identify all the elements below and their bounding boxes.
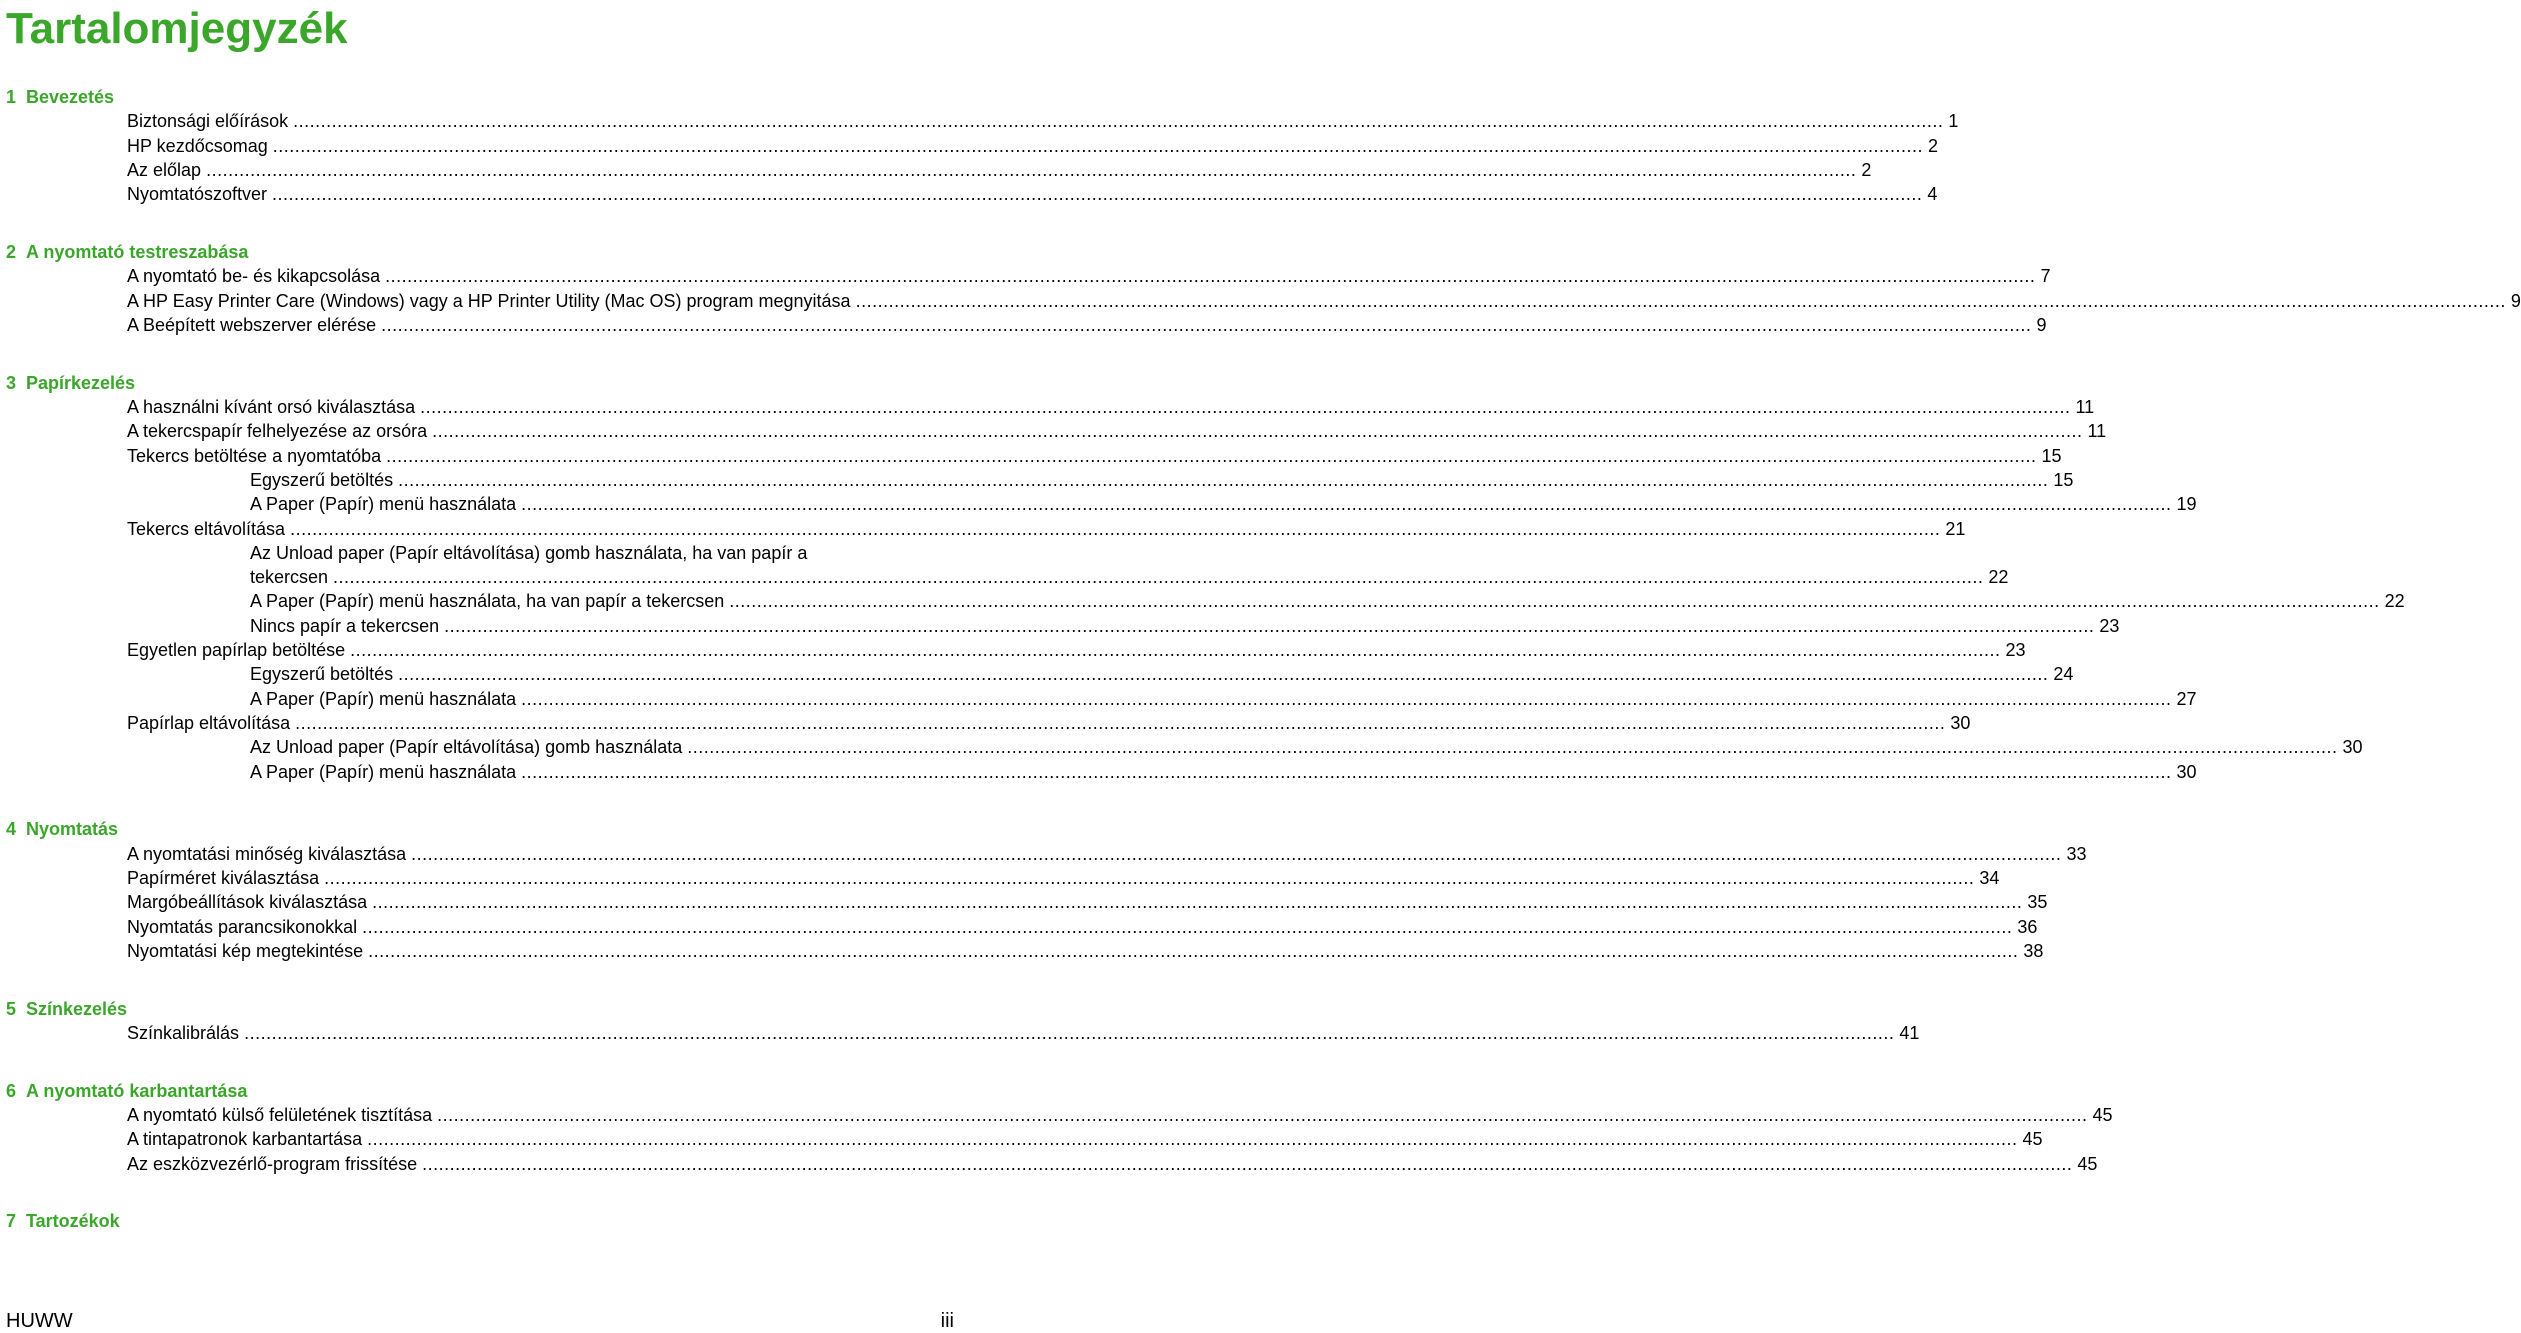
toc-entry-text: A Paper (Papír) menü használata, ha van papír a tekercsen: [250, 591, 725, 612]
dot-leader: ............................................................................................................................................................................................................................................................................................................: [293, 111, 1944, 132]
dot-leader: ............................................................................................................................................................................................................................................................................................................: [855, 290, 2506, 311]
toc-page-number: 33: [2066, 843, 2087, 864]
dot-leader: ............................................................................................................................................................................................................................................................................................................: [381, 314, 2032, 335]
toc-entry[interactable]: [127, 183, 1938, 205]
toc-entry[interactable]: [250, 688, 2197, 710]
toc-entry[interactable]: [127, 396, 2095, 418]
toc-page-number: 30: [2176, 761, 2197, 782]
toc-entry-text: Biztonsági előírások: [127, 111, 289, 132]
toc-entry[interactable]: [127, 867, 2000, 889]
dot-leader: ............................................................................................................................................................................................................................................................................................................: [386, 445, 2037, 466]
dot-leader: ............................................................................................................................................................................................................................................................................................................: [687, 737, 2338, 758]
dot-leader: ............................................................................................................................................................................................................................................................................................................: [372, 892, 2023, 913]
toc-page-number: 34: [1979, 867, 2000, 888]
dot-leader: ............................................................................................................................................................................................................................................................................................................: [521, 761, 2172, 782]
toc-entry[interactable]: [127, 843, 2087, 865]
toc-page-number: 4: [1927, 184, 1938, 205]
toc-entry-text: Tekercs betöltése a nyomtatóba: [127, 445, 382, 466]
toc-page-number: 7: [2040, 266, 2051, 287]
dot-leader: ............................................................................................................................................................................................................................................................................................................: [521, 688, 2172, 709]
dot-leader: ............................................................................................................................................................................................................................................................................................................: [444, 615, 2095, 636]
toc-entry[interactable]: [127, 916, 2038, 938]
toc-entry[interactable]: [127, 290, 2521, 312]
toc-page-number: 1: [1948, 111, 1959, 132]
toc-entry-text: A nyomtatási minőség kiválasztása: [127, 843, 407, 864]
chapter-heading[interactable]: [6, 818, 118, 840]
toc-entry-text: A Paper (Papír) menü használata: [250, 688, 517, 709]
toc-page-number: 30: [2342, 737, 2363, 758]
toc-page-number: 9: [2036, 314, 2047, 335]
toc-entry-text: Nyomtatószoftver: [127, 184, 268, 205]
toc-entry[interactable]: [250, 493, 2197, 515]
chapter-heading[interactable]: [6, 1210, 120, 1232]
toc-page-number: 45: [2077, 1153, 2098, 1174]
toc-entry-text: A használni kívánt orsó kiválasztása: [127, 397, 416, 417]
toc-page-number: 21: [1945, 518, 1966, 539]
footer-page-number: iii: [940, 1310, 954, 1332]
toc-entry-text: Nyomtatás parancsikonokkal: [127, 916, 358, 937]
toc-entry[interactable]: [127, 940, 2044, 962]
toc-entry[interactable]: [127, 1128, 2043, 1150]
toc-entry-text: A nyomtató be- és kikapcsolása: [127, 266, 381, 287]
toc-entry[interactable]: [250, 590, 2405, 612]
toc-entry[interactable]: [250, 761, 2197, 783]
toc-page-number: 15: [2041, 445, 2062, 466]
toc-page-number: 22: [2384, 591, 2405, 612]
chapter-number: 3: [6, 372, 17, 393]
toc-entry-text: Papírméret kiválasztása: [127, 867, 320, 888]
toc-entry-text: Egyszerű betöltés: [250, 469, 394, 490]
toc-entry-text[interactable]: Az Unload paper (Papír eltávolítása) gomb használata, ha van papír a: [250, 542, 808, 563]
toc-entry-text: A tintapatronok karbantartása: [127, 1129, 363, 1150]
toc-entry[interactable]: [250, 615, 2120, 637]
toc-entry-text: Tekercs eltávolítása: [127, 518, 286, 539]
toc-entry-text: A Paper (Papír) menü használata: [250, 761, 517, 782]
chapter-number: 5: [6, 998, 17, 1019]
toc-page-number: 11: [2087, 421, 2107, 442]
dot-leader: ............................................................................................................................................................................................................................................................................................................: [362, 916, 2013, 937]
toc-page-number: 24: [2053, 664, 2074, 685]
toc-entry-text: tekercsen: [250, 567, 329, 588]
toc-page-number: 23: [2099, 615, 2120, 636]
toc-entry-text: A Paper (Papír) menü használata: [250, 494, 517, 515]
toc-entry[interactable]: [127, 891, 2048, 913]
page-title: Tartalomjegyzék: [6, 4, 348, 53]
toc-page-number: 30: [1950, 712, 1971, 733]
chapter-title: Tartozékok: [26, 1211, 120, 1232]
toc-entry-text: HP kezdőcsomag: [127, 135, 268, 156]
dot-leader: ............................................................................................................................................................................................................................................................................................................: [206, 159, 1857, 180]
toc-entry-text: A HP Easy Printer Care (Windows) vagy a HP Printer Utility (Mac OS) program megnyitása: [127, 290, 851, 311]
dot-leader: ............................................................................................................................................................................................................................................................................................................: [729, 591, 2380, 612]
dot-leader: ............................................................................................................................................................................................................................................................................................................: [244, 1022, 1895, 1043]
toc-entry[interactable]: [127, 159, 1872, 181]
toc-entry[interactable]: [127, 420, 2107, 442]
dot-leader: ............................................................................................................................................................................................................................................................................................................: [398, 664, 2049, 685]
toc-entry[interactable]: [250, 663, 2074, 685]
dot-leader: ............................................................................................................................................................................................................................................................................................................: [290, 518, 1941, 539]
toc-entry-text: Az eszközvezérlő-program frissítése: [127, 1153, 418, 1174]
dot-leader: ............................................................................................................................................................................................................................................................................................................: [333, 567, 1984, 588]
dot-leader: ............................................................................................................................................................................................................................................................................................................: [422, 1153, 2073, 1174]
dot-leader: ............................................................................................................................................................................................................................................................................................................: [420, 397, 2071, 417]
toc-entry-text: Egyetlen papírlap betöltése: [127, 640, 346, 660]
chapter-number: 7: [6, 1211, 17, 1232]
toc-entry-text: Nincs papír a tekercsen: [250, 615, 440, 636]
toc-page-number: 9: [2510, 290, 2521, 311]
toc-page-number: 23: [2005, 640, 2026, 660]
toc-entry-text: Papírlap eltávolítása: [127, 712, 291, 733]
dot-leader: ............................................................................................................................................................................................................................................................................................................: [350, 640, 2001, 660]
toc-entry[interactable]: [127, 1022, 1920, 1044]
toc-entry[interactable]: [127, 639, 2026, 661]
chapter-heading[interactable]: [6, 998, 127, 1020]
toc-entry[interactable]: [127, 265, 2051, 287]
chapter-number: 6: [6, 1080, 17, 1101]
chapter-number: 4: [6, 819, 17, 840]
toc-page-number: 36: [2017, 916, 2038, 937]
toc-page-number: 27: [2176, 688, 2197, 709]
toc-entry[interactable]: [250, 566, 2009, 588]
toc-entry-text: Színkalibrálás: [127, 1022, 240, 1043]
toc-entry-text: Margóbeállítások kiválasztása: [127, 892, 368, 913]
chapter-title: A nyomtató testreszabása: [26, 242, 249, 262]
toc-entry-text: A Beépített webszerver elérése: [127, 314, 377, 335]
chapter-number: 1: [6, 87, 17, 107]
chapter-title: Színkezelés: [26, 998, 128, 1019]
dot-leader: ............................................................................................................................................................................................................................................................................................................: [521, 494, 2172, 515]
toc-entry[interactable]: [127, 135, 1939, 157]
toc-entry-text: A nyomtató külső felületének tisztítása: [127, 1105, 433, 1125]
dot-leader: ............................................................................................................................................................................................................................................................................................................: [295, 712, 1946, 733]
chapter-title: Papírkezelés: [26, 372, 136, 393]
toc-page-number: 11: [2075, 397, 2095, 417]
toc-page-number: 35: [2027, 892, 2048, 913]
chapter-title: Bevezetés: [26, 87, 115, 107]
toc-entry[interactable]: [127, 1104, 2113, 1126]
toc-entry-text: Az Unload paper (Papír eltávolítása) gomb használata: [250, 737, 683, 758]
toc-entry[interactable]: [250, 736, 2363, 758]
toc-entry[interactable]: [127, 518, 1966, 540]
dot-leader: ............................................................................................................................................................................................................................................................................................................: [411, 843, 2062, 864]
chapter-title: A nyomtató karbantartása: [26, 1080, 248, 1101]
toc-entry[interactable]: [127, 1153, 2098, 1175]
toc-entry[interactable]: [127, 445, 2062, 467]
toc-entry-text: Egyszerű betöltés: [250, 664, 394, 685]
toc-entry[interactable]: [127, 314, 2047, 336]
toc-entry[interactable]: [250, 469, 2074, 491]
chapter-number: 2: [6, 242, 17, 262]
chapter-heading[interactable]: [6, 241, 248, 263]
dot-leader: ............................................................................................................................................................................................................................................................................................................: [367, 1129, 2018, 1150]
toc-entry-text: Az előlap: [127, 159, 202, 180]
toc-page-number: 38: [2023, 940, 2044, 961]
toc-page-number: 22: [1988, 567, 2009, 588]
dot-leader: ............................................................................................................................................................................................................................................................................................................: [272, 135, 1924, 156]
dot-leader: ............................................................................................................................................................................................................................................................................................................: [385, 266, 2036, 287]
toc-entry[interactable]: [127, 712, 1971, 734]
dot-leader: ............................................................................................................................................................................................................................................................................................................: [368, 940, 2019, 961]
chapter-title: Nyomtatás: [26, 819, 119, 840]
chapter-heading[interactable]: [6, 1080, 247, 1102]
dot-leader: ............................................................................................................................................................................................................................................................................................................: [398, 469, 2049, 490]
toc-entry[interactable]: [127, 110, 1959, 132]
dot-leader: ............................................................................................................................................................................................................................................................................................................: [272, 184, 1923, 205]
toc-page-number: 45: [2022, 1129, 2043, 1150]
footer-doc-code: HUWW: [6, 1310, 73, 1332]
toc-entry-text: Nyomtatási kép megtekintése: [127, 940, 364, 961]
toc-page-number: 2: [1861, 159, 1872, 180]
toc-page-number: 41: [1899, 1022, 1920, 1043]
chapter-heading[interactable]: [6, 86, 114, 108]
dot-leader: ............................................................................................................................................................................................................................................................................................................: [437, 1105, 2088, 1125]
toc-page-number: 2: [1928, 135, 1939, 156]
chapter-heading[interactable]: [6, 372, 135, 394]
toc-page-number: 19: [2176, 494, 2197, 515]
dot-leader: ............................................................................................................................................................................................................................................................................................................: [324, 867, 1975, 888]
dot-leader: ............................................................................................................................................................................................................................................................................................................: [432, 421, 2083, 442]
toc-page-number: 45: [2092, 1105, 2113, 1125]
toc-entry-text: A tekercspapír felhelyezése az orsóra: [127, 421, 428, 442]
toc-page-number: 15: [2053, 469, 2074, 490]
